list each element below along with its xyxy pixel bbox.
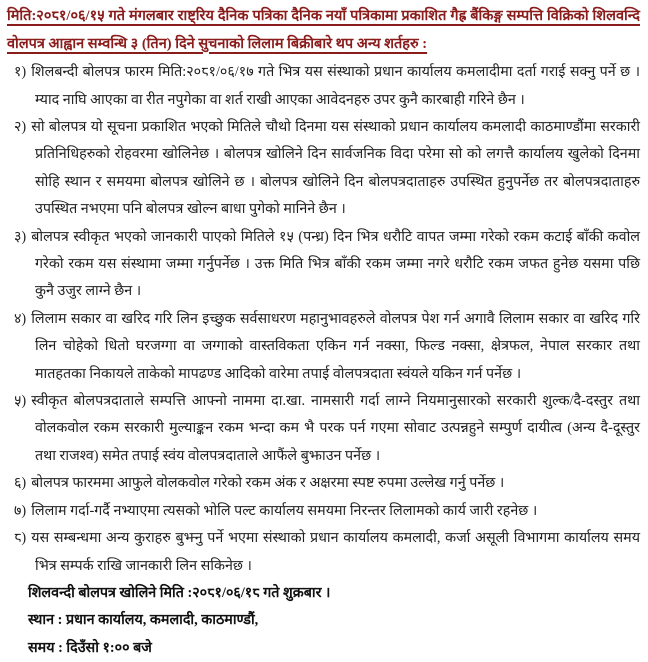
- list-item: [7, 525, 640, 580]
- item-number: ४): [14, 310, 27, 327]
- list-item: [7, 59, 640, 114]
- item-text: बोलपत्र स्वीकृत भएको जानकारी पाएको मितिले १५ (पन्ध्र) दिन भित्र धरौटि वापत जम्मा गरेको रकम कटाई बाँकी कवोल गरेको रकम यस संस्थामा जम्मा गर्नुपर्नेछ । उक्त मिति भित्र बाँकी रकम जम्मा नगरे धरौटि रकम जफत हुनेछ यसमा पछि कुनै उजुर लाग्ने छैन ।: [31, 228, 640, 300]
- item-number: १): [14, 64, 27, 81]
- item-text: लिलाम गर्दा-गर्दै नभ्याएमा त्यसको भोलि पल्ट कार्यालय समयमा निरन्तर लिलामको कार्य जारी रहनेछ ।: [31, 502, 538, 519]
- bid-opening-date-line: शिलवन्दी बोलपत्र खोलिने मिति :२०८१/०६/१८ गते शुक्रबार ।: [28, 584, 331, 601]
- item-number: ३): [14, 228, 27, 245]
- item-number: ८): [14, 530, 27, 547]
- list-item: [7, 388, 640, 470]
- item-text: बोलपत्र फारममा आफुले वोलकवोल गरेको रकम अंक र अक्षरमा स्पष्ट रुपमा उल्लेख गर्नु पर्नेछ ।: [31, 475, 505, 492]
- item-number: २): [14, 119, 27, 135]
- list-item: [7, 224, 640, 306]
- item-number: ७): [14, 502, 27, 519]
- item-number: ६): [14, 475, 27, 492]
- time-line: समय : दिउँसो १:०० बजे: [28, 639, 152, 656]
- item-number: ५): [14, 393, 27, 410]
- item-text: स्वीकृत बोलपत्रदाताले सम्पत्ति आफ्नो नाममा दा.खा. नामसारी गर्दा लाग्ने नियमानुसारको सरकारी शुल्क/दै-दस्तुर तथा वोलकवोल रकम सरकारी मुल्याङ्कन रकम भन्दा कम भै परक पर्न गएमा सोवाट उत्पन्नहुने सम्पुर्ण दायीत्व (अन्य दै-दूस्तुर तथा राजश्व) समेत तपाई स्वंय वोलपत्रदाताले आफैंले बुझाउन पर्नेछ ।: [31, 393, 640, 464]
- list-item: [7, 306, 640, 388]
- list-item: [7, 498, 640, 525]
- item-text: सो बोलपत्र यो सूचना प्रकाशित भएको मितिले चौथो दिनमा यस संस्थाको प्रधान कार्यालय कमलादी काठमाण्डौंमा सरकारी प्रतिनिधिहरुको रोहवरमा खोलिनेछ । बोलपत्र खोलिने दिन सार्वजनिक विदा परेमा सो को लगत्तै कार्यालय खुलेको दिनमा सोहि स्थान र समयमा बोलपत्र खोलिने छ । बोलपत्र खोलिने दिन बोलपत्रदाताहरु उपस्थित हुनुपर्नेछ तर बोलपत्रदाताहरु उपस्थित नभएमा पनि बोलपत्र खोल्न बाधा पुगेको मानिने छैन ।: [31, 119, 640, 218]
- location-line: स्थान : प्रधान कार्यालय, कमलादी, काठमाण्डौं,: [28, 612, 259, 629]
- item-text: शिलबन्दी बोलपत्र फारम मिति:२०८१/०६/१७ गते भित्र यस संस्थाको प्रधान कार्यालय कमलादीमा दर्ता गराई सक्नु पर्ने छ । म्याद नाघि आएका वा रीत नपुगेका वा शर्त राखी आएका आवेदनहरु उपर कुनै कारबाही गरिने छैन ।: [31, 64, 640, 108]
- list-item: [7, 114, 640, 224]
- item-text: लिलाम सकार वा खरिद गरि लिन इच्छुक सर्वसाधरण महानुभावहरुले वोलपत्र पेश गर्न अगावै लिलाम सकार वा खरिद गरि लिन चोहेको धितो घरजग्गा वा जग्गाको वास्तविकता एकिन गर्न नक्सा, फिल्ड नक्सा, क्षेत्रफल, नेपाल सरकार तथा मातहतका निकायले ताकेको मापढण्ड आदिको वारेमा तपाई वोलपत्रदाता स्वंयले यकिन गर्न पर्नेछ ।: [31, 310, 640, 382]
- item-text: यस सम्बन्धमा अन्य कुराहरु बुझ्नु पर्ने भएमा संस्थाको प्रधान कार्यालय कमलादी, कर्जा असूली विभागमा कार्यालय समय भित्र सम्पर्क राखि जानकारी लिन सकिनेछ ।: [31, 530, 640, 574]
- list-item: [7, 470, 640, 497]
- notice-title: मिति:२०८१/०६/१५ गते मंगलबार राष्ट्रिय दैनिक पत्रिका दैनिक नयाँ पत्रिकामा प्रकाशित गैह्र बैंकिङ्ग सम्पत्ति विक्रिको शिलवन्दि वोलपत्र आह्वान सम्वन्धि ३ (तिन) दिने सुचनाको लिलाम बिक्रीबारे थप अन्य शर्तहरु :: [7, 8, 640, 52]
